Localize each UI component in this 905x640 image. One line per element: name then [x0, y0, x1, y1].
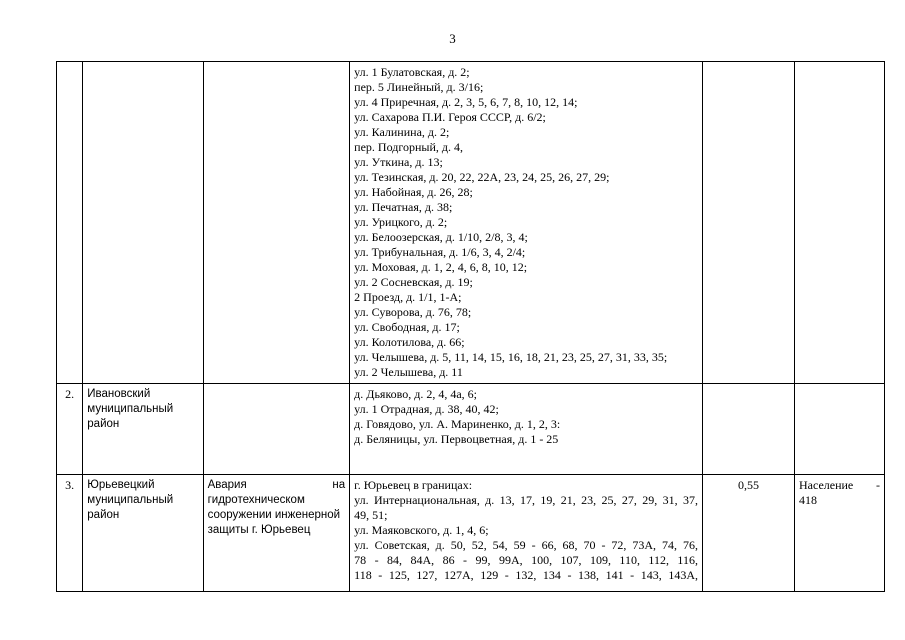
address-line: 78 - 84, 84А, 86 - 99, 99А, 100, 107, 109, 110, 112, 116,: [354, 553, 698, 567]
population-cell: [794, 384, 884, 475]
address-line: пер. 5 Линейный, д. 3/16;: [354, 80, 484, 94]
event-cell: [203, 475, 350, 592]
population-cell: [794, 475, 884, 592]
address-line: ул. 4 Приречная, д. 2, 3, 5, 6, 7, 8, 10, 12, 14;: [354, 95, 578, 109]
row-number-cell: 3.: [57, 475, 83, 592]
population-label-line: [799, 478, 880, 493]
address-line: ул. Свободная, д. 17;: [354, 320, 460, 334]
address-line: ул. 2 Челышева, д. 11: [354, 365, 463, 379]
value-cell: [702, 384, 794, 475]
value-cell: 0,55: [702, 475, 794, 592]
population-cell: [794, 62, 884, 384]
page-number: 3: [449, 31, 456, 46]
address-line: пер. Подгорный, д. 4,: [354, 140, 463, 154]
evacuation-table: [56, 61, 885, 592]
table-row: [57, 475, 885, 592]
address-line: ул. Моховая, д. 1, 2, 4, 6, 8, 10, 12;: [354, 260, 528, 274]
population-dash: -: [876, 478, 880, 492]
event-word-left: Авария: [207, 479, 247, 491]
address-line: 118 - 125, 127, 127А, 129 - 132, 134 - 138, 141 - 143, 143А,: [354, 568, 698, 582]
row-number-cell: 2.: [57, 384, 83, 475]
address-line: ул. Интернациональная, д. 13, 17, 19, 21, 23, 25, 27, 29, 31, 37,: [354, 493, 698, 507]
address-line: д. Дьяково, д. 2, 4, 4а, 6;: [354, 387, 478, 401]
row-number-cell: [57, 62, 83, 384]
population-value: 418: [798, 493, 817, 507]
address-line: ул. Белоозерская, д. 1/10, 2/8, 3, 4;: [354, 230, 528, 244]
address-line: ул. Печатная, д. 38;: [354, 200, 453, 214]
address-line: ул. Колотилова, д. 66;: [354, 335, 465, 349]
addresses-cell: [350, 62, 703, 384]
table-row: [57, 384, 885, 475]
address-line: ул. Челышева, д. 5, 11, 14, 15, 16, 18, 21, 23, 25, 27, 31, 33, 35;: [354, 350, 668, 364]
address-line: ул. 1 Булатовская, д. 2;: [354, 65, 470, 79]
event-word-right: на: [332, 479, 346, 491]
address-line: ул. Маяковского, д. 1, 4, 6;: [354, 523, 489, 537]
district-cell: Юрьевецкий муниципальный район: [83, 475, 203, 592]
table-row: [57, 62, 885, 384]
address-line: ул. 2 Сосневская, д. 19;: [354, 275, 473, 289]
address-line: 2 Проезд, д. 1/1, 1-А;: [354, 290, 462, 304]
event-text: гидротехническом сооружении инженерной защиты г. Юрьевец: [207, 494, 341, 536]
district-cell: [83, 62, 203, 384]
address-line: ул. Трибунальная, д. 1/6, 3, 4, 2/4;: [354, 245, 526, 259]
address-line: г. Юрьевец в границах:: [354, 478, 473, 492]
addresses-cell: [350, 384, 703, 475]
address-line: ул. Урицкого, д. 2;: [354, 215, 448, 229]
event-cell: [203, 384, 350, 475]
address-line: ул. Сахарова П.И. Героя СССР, д. 6/2;: [354, 110, 546, 124]
address-line: ул. Тезинская, д. 20, 22, 22А, 23, 24, 25, 26, 27, 29;: [354, 170, 610, 184]
address-line: ул. Советская, д. 50, 52, 54, 59 - 66, 68, 70 - 72, 73А, 74, 76,: [354, 538, 698, 552]
addresses-cell: [350, 475, 703, 592]
address-line: ул. Суворова, д. 76, 78;: [354, 305, 472, 319]
address-line: ул. 1 Отрадная, д. 38, 40, 42;: [354, 402, 499, 416]
address-line: д. Говядово, ул. А. Мариненко, д. 1, 2, 3:: [354, 417, 561, 431]
address-line: д. Беляницы, ул. Первоцветная, д. 1 - 25: [354, 432, 559, 446]
address-line: ул. Калинина, д. 2;: [354, 125, 450, 139]
event-first-line: [208, 478, 346, 493]
district-cell: Ивановский муниципальный район: [83, 384, 203, 475]
population-label: Население: [798, 478, 854, 492]
address-line: ул. Уткина, д. 13;: [354, 155, 443, 169]
value-cell: [702, 62, 794, 384]
event-cell: [203, 62, 350, 384]
address-line: 49, 51;: [354, 508, 388, 522]
address-line: ул. Набойная, д. 26, 28;: [354, 185, 473, 199]
